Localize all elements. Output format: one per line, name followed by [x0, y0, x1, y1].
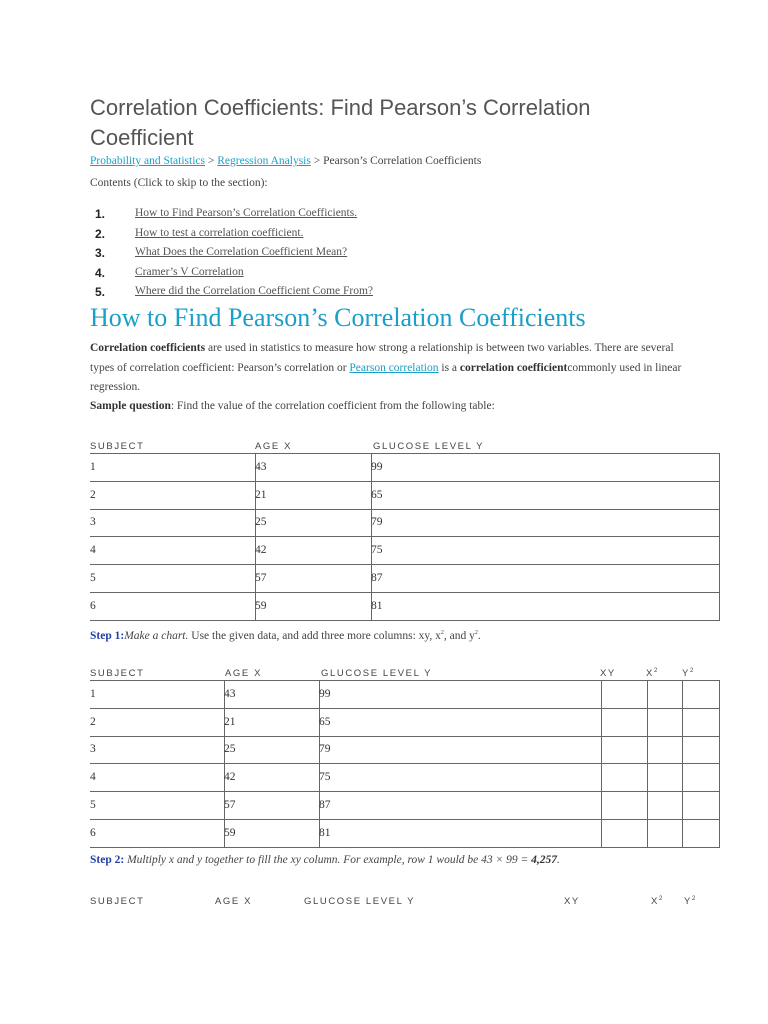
- table-cell: 25: [255, 516, 267, 528]
- table-border: [90, 536, 720, 537]
- table-cell: 79: [319, 743, 331, 755]
- step-label: Step 2:: [90, 854, 125, 866]
- sample-question: [90, 397, 690, 417]
- table-header-glucose: GLUCOSE LEVEL Y: [304, 896, 416, 907]
- table-cell: 87: [371, 572, 383, 584]
- page-title: Correlation Coefficients: Find Pearson’s Correlation Coefficient: [90, 95, 591, 150]
- table-border: [90, 819, 720, 820]
- table-cell: 42: [224, 771, 236, 783]
- breadcrumb-separator: >: [310, 155, 324, 167]
- table-header-subject: SUBJECT: [90, 896, 145, 907]
- intro-text: is a: [438, 361, 460, 374]
- data-table-3: [90, 896, 720, 916]
- step-text: Use the given data, and add three more columns: xy, x: [188, 629, 441, 642]
- table-cell: 65: [371, 489, 383, 501]
- table-header-xy: XY: [564, 896, 580, 907]
- table-border: [90, 620, 720, 621]
- table-cell: 2: [90, 716, 96, 728]
- toc-link[interactable]: How to Find Pearson’s Correlation Coefficients.: [135, 207, 358, 219]
- table-cell: 6: [90, 827, 96, 839]
- step-text: .: [477, 629, 481, 642]
- bold-term: Correlation coefficients: [90, 342, 206, 354]
- table-cell: 43: [224, 688, 236, 700]
- table-cell: 81: [371, 600, 383, 612]
- table-header-y-squared: $Y^2$: [682, 668, 695, 680]
- table-border: [719, 453, 720, 621]
- table-cell: 3: [90, 743, 96, 755]
- table-header-age: AGE X: [255, 441, 293, 452]
- table-cell: 1: [90, 461, 96, 473]
- table-cell: 21: [255, 489, 267, 501]
- table-header-age: AGE X: [215, 896, 253, 907]
- table-border: [90, 763, 720, 764]
- breadcrumb-current: Pearson’s Correlation Coefficients: [323, 155, 482, 167]
- table-header-glucose: GLUCOSE LEVEL Y: [321, 668, 433, 679]
- table-cell: 99: [371, 461, 383, 473]
- table-cell: 4: [90, 544, 96, 556]
- table-cell: 6: [90, 600, 96, 612]
- table-cell: 75: [319, 771, 331, 783]
- table-cell: 21: [224, 716, 236, 728]
- step-emphasis: Multiply x and y together to fill the xy column. For example, row 1 would be 43 × 99 =: [124, 854, 532, 866]
- table-cell: 5: [90, 799, 96, 811]
- step-text: , and y: [443, 629, 475, 642]
- table-cell: 87: [319, 799, 331, 811]
- table-border: [601, 680, 602, 848]
- table-header-xy: XY: [600, 668, 616, 679]
- table-cell: 25: [224, 743, 236, 755]
- table-border: [682, 680, 683, 848]
- table-cell: 42: [255, 544, 267, 556]
- sample-question-text: : Find the value of the correlation coefficient from the following table:: [170, 400, 495, 412]
- table-cell: 59: [255, 600, 267, 612]
- step-2: [90, 851, 690, 871]
- table-cell: 65: [319, 716, 331, 728]
- step-text: .: [557, 854, 560, 866]
- data-table-2: [90, 668, 720, 848]
- intro-text: are used in statistics to measure how strong a relationship is between two variables. There are several types of correlation coefficient: Pearson’s correlation or: [90, 342, 674, 374]
- table-border: [90, 708, 720, 709]
- step-result: 4,257: [531, 854, 558, 866]
- data-table-1: [90, 441, 720, 621]
- section-heading: How to Find Pearson’s Correlation Coefficients: [90, 303, 586, 332]
- table-cell: 5: [90, 572, 96, 584]
- toc-number: 2.: [95, 226, 106, 241]
- table-border: [255, 453, 256, 621]
- table-cell: 1: [90, 688, 96, 700]
- toc-link[interactable]: What Does the Correlation Coefficient Mean?: [135, 246, 348, 259]
- table-header-x-squared: $X^2$: [651, 896, 664, 908]
- table-border: [371, 453, 372, 621]
- table-cell: 59: [224, 827, 236, 839]
- contents-note: Contents (Click to skip to the section):: [90, 177, 268, 189]
- table-border: [319, 680, 320, 848]
- table-cell: 57: [224, 799, 236, 811]
- table-header-subject: SUBJECT: [90, 441, 145, 452]
- table-header-age: AGE X: [225, 668, 263, 679]
- table-header-glucose: GLUCOSE LEVEL Y: [373, 441, 485, 452]
- table-border: [90, 736, 720, 737]
- table-header-subject: SUBJECT: [90, 668, 145, 679]
- superscript: 2: [474, 630, 478, 636]
- table-border: [719, 680, 720, 848]
- table-border: [90, 680, 720, 681]
- toc-link[interactable]: How to test a correlation coefficient.: [135, 226, 304, 239]
- step-emphasis: Make a chart.: [124, 629, 189, 642]
- intro-paragraph: [90, 339, 690, 398]
- toc-link[interactable]: Cramer’s V Correlation: [135, 265, 244, 278]
- table-border: [90, 847, 720, 848]
- breadcrumb-link-probability[interactable]: Probability and Statistics: [90, 155, 205, 167]
- table-cell: 99: [319, 688, 331, 700]
- bold-term: correlation coefficient: [459, 361, 568, 374]
- table-header-x-squared: $X^2$: [646, 668, 659, 680]
- pearson-correlation-link[interactable]: Pearson correlation: [349, 361, 439, 374]
- toc-item: [95, 226, 495, 246]
- table-border: [224, 680, 225, 848]
- table-cell: 43: [255, 461, 267, 473]
- table-border: [90, 509, 720, 510]
- table-cell: 3: [90, 516, 96, 528]
- step-1: [90, 624, 690, 646]
- toc-item: [95, 206, 495, 226]
- superscript: 2: [440, 630, 444, 636]
- table-border: [90, 592, 720, 593]
- sample-question-label: Sample question: [90, 400, 171, 412]
- toc-item: [95, 284, 495, 304]
- breadcrumb-separator: >: [205, 155, 218, 167]
- table-cell: 2: [90, 489, 96, 501]
- table-cell: 75: [371, 544, 383, 556]
- table-cell: 79: [371, 516, 383, 528]
- toc-item: [95, 265, 495, 285]
- table-cell: 4: [90, 771, 96, 783]
- table-border: [90, 453, 720, 454]
- toc-number: 4.: [95, 265, 106, 280]
- table-cell: 81: [319, 827, 331, 839]
- table-border: [90, 564, 720, 565]
- toc-link[interactable]: Where did the Correlation Coefficient Come From?: [135, 285, 374, 298]
- table-of-contents: [95, 206, 495, 304]
- toc-number: 3.: [95, 246, 106, 261]
- breadcrumb-link-regression[interactable]: Regression Analysis: [217, 155, 311, 167]
- intro-text: commonly used in linear regression.: [90, 361, 682, 393]
- table-border: [90, 481, 720, 482]
- table-header-y-squared: $Y^2$: [684, 896, 697, 908]
- breadcrumb: [90, 155, 481, 167]
- table-cell: 57: [255, 572, 267, 584]
- toc-number: 1.: [95, 207, 106, 221]
- step-label: Step 1:: [90, 629, 125, 642]
- toc-item: [95, 245, 495, 265]
- table-border: [90, 791, 720, 792]
- table-border: [647, 680, 648, 848]
- toc-number: 5.: [95, 285, 106, 300]
